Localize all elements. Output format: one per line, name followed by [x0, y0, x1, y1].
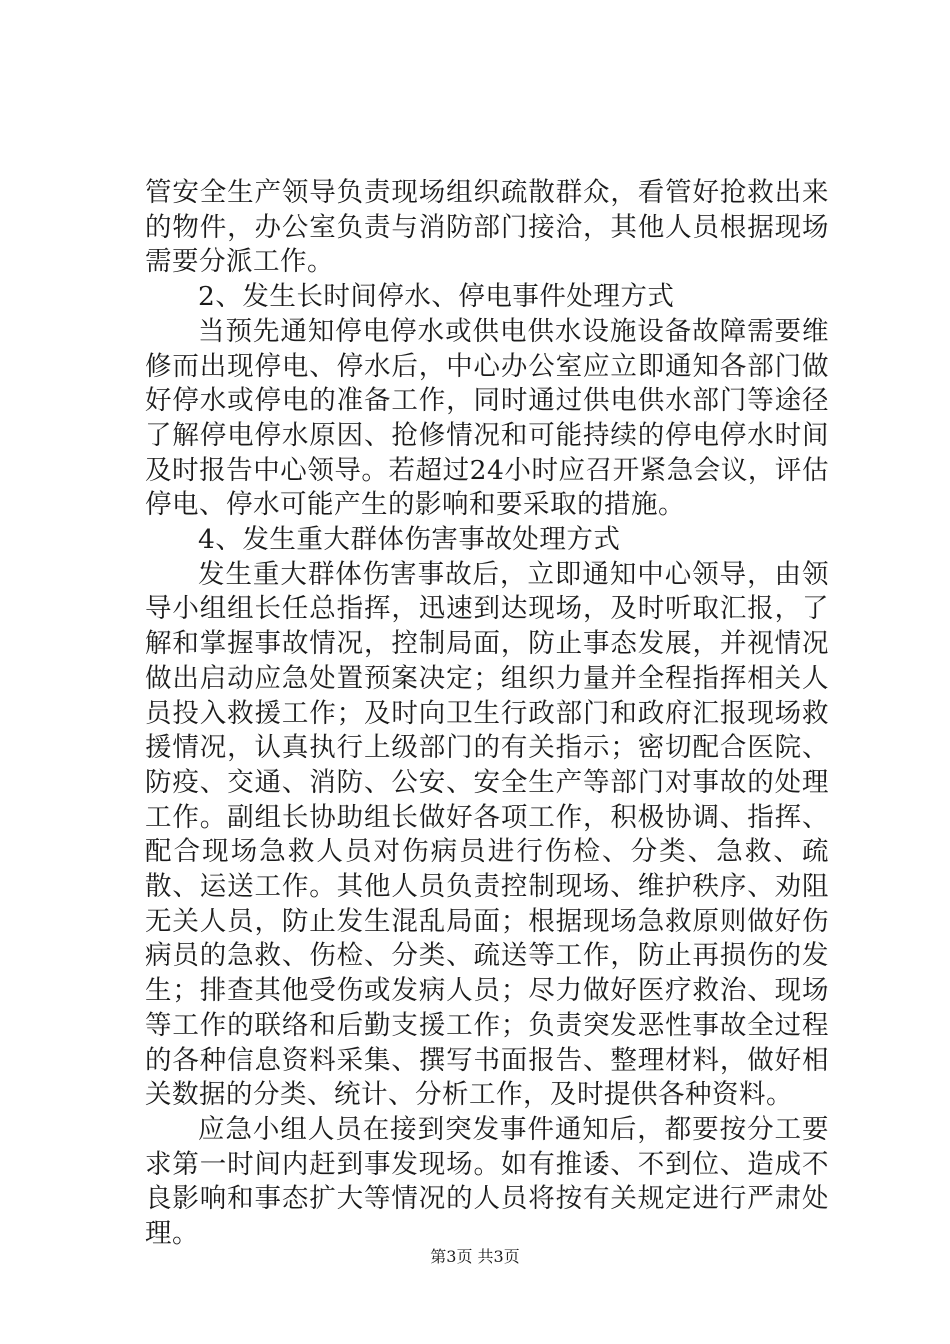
- paragraph-outage-procedure: 当预先通知停电停水或供电供水设施设备故障需要维修而出现停电、停水后，中心办公室应立即通知各部门做好停水或停电的准备工作，同时通过供电供水部门等途径了解停电停水原因、抢修情况和可能持续的停电停水时间及时报告中心领导。若超过24小时应召开紧急会议，评估停电、停水可能产生的影响和要采取的措施。: [145, 315, 829, 521]
- paragraph-emergency-team-duty: 应急小组人员在接到突发事件通知后，都要按分工要求第一时间内赶到事发现场。如有推诿、不到位、造成不良影响和事态扩大等情况的人员将按有关规定进行严肃处理。: [145, 1113, 829, 1250]
- page-footer: 第3页 共3页: [430, 1247, 520, 1266]
- document-body: [145, 176, 829, 1252]
- paragraph-continuation: 管安全生产领导负责现场组织疏散群众，看管好抢救出来的物件，办公室负责与消防部门接洽，其他人员根据现场需要分派工作。: [145, 177, 829, 278]
- section-heading-mass-casualty: 4、发生重大群体伤害事故处理方式: [198, 524, 621, 556]
- paragraph-mass-casualty-procedure: 发生重大群体伤害事故后，立即通知中心领导，由领导小组组长任总指挥，迅速到达现场，及时听取汇报，了解和掌握事故情况，控制局面，防止事态发展，并视情况做出启动应急处置预案决定；组织力量并全程指挥相关人员投入救援工作；及时向卫生行政部门和政府汇报现场救援情况，认真执行上级部门的有关指示；密切配合医院、防疫、交通、消防、公安、安全生产等部门对事故的处理工作。副组长协助组长做好各项工作，积极协调、指挥、配合现场急救人员对伤病员进行伤检、分类、急救、疏散、运送工作。其他人员负责控制现场、维护秩序、劝阻无关人员，防止发生混乱局面；根据现场急救原则做好伤病员的急救、伤检、分类、疏送等工作，防止再损伤的发生；排查其他受伤或发病人员；尽力做好医疗救治、现场等工作的联络和后勤支援工作；负责突发恶性事故全过程的各种信息资料采集、撰写书面报告、整理材料，做好相关数据的分类、统计、分析工作，及时提供各种资料。: [145, 558, 829, 1111]
- section-heading-power-water-outage: 2、发生长时间停水、停电事件处理方式: [198, 281, 675, 313]
